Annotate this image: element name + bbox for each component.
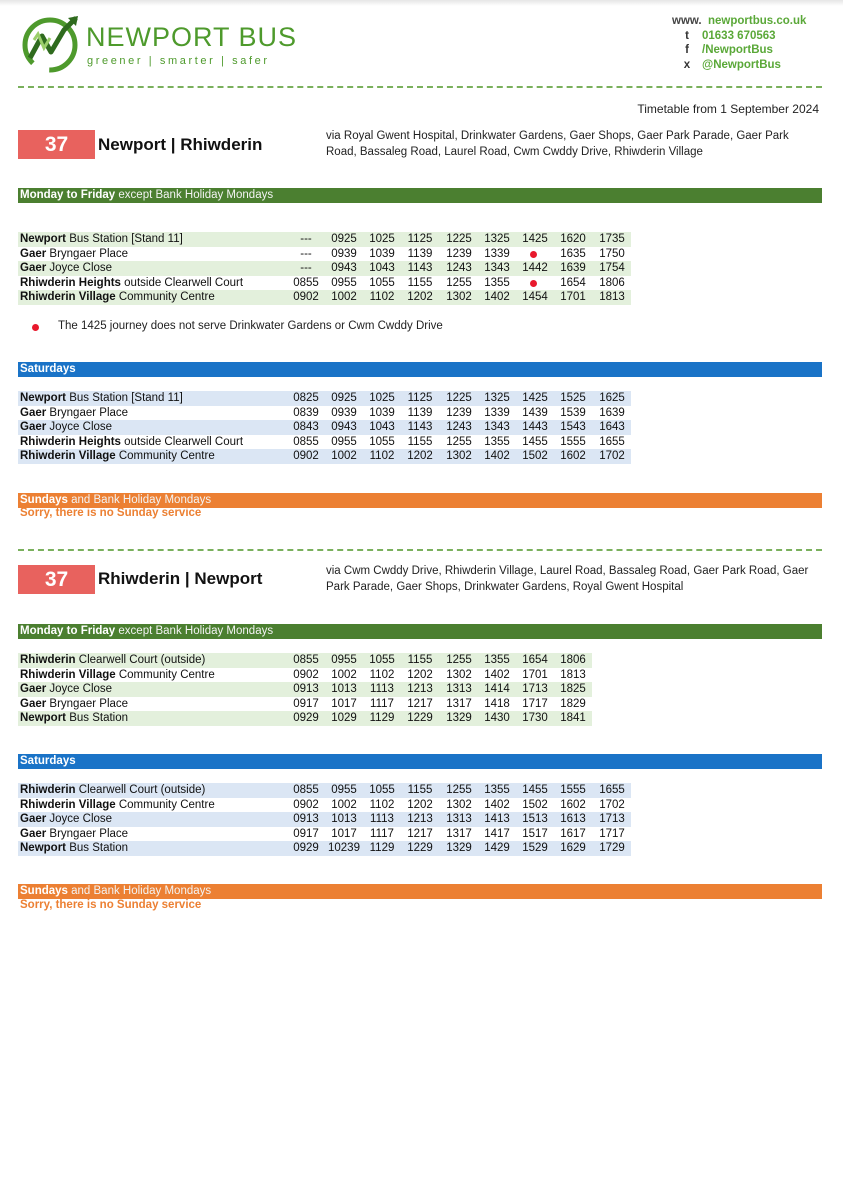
timetable-row <box>18 449 631 464</box>
departure-time: --- <box>300 262 312 274</box>
departure-time: 1625 <box>599 392 625 404</box>
departure-time: 1620 <box>560 233 586 245</box>
departure-time: 1639 <box>599 406 625 419</box>
timetable-row <box>18 827 631 842</box>
contact-website[interactable]: www. newportbus.co.uk <box>672 15 807 27</box>
timetable-row <box>18 653 592 668</box>
departure-time: 1513 <box>522 813 548 825</box>
departure-time: 1439 <box>522 406 548 419</box>
departure-time: 1025 <box>369 392 395 404</box>
timetable-weekday-inbound <box>18 653 592 726</box>
departure-time: 1039 <box>369 406 395 419</box>
departure-time: 1402 <box>484 291 510 303</box>
departure-time: 1502 <box>522 450 548 462</box>
departure-time: 0855 <box>293 276 319 289</box>
departure-time: 1339 <box>484 247 510 260</box>
departure-time: 1043 <box>369 421 395 433</box>
departure-time: 0913 <box>293 813 319 825</box>
departure-time: 0855 <box>293 654 319 666</box>
brand-name: NEWPORT BUS <box>86 22 298 52</box>
timetable-row <box>18 435 631 450</box>
departure-time: 1255 <box>446 435 472 448</box>
timetable-row <box>18 697 592 712</box>
departure-time: 1055 <box>369 276 395 289</box>
departure-time: 1429 <box>484 842 510 854</box>
departure-time: 1343 <box>484 421 510 433</box>
departure-time: 1425 <box>522 233 548 245</box>
contact-x[interactable]: x @NewportBus <box>672 58 822 73</box>
departure-time: 1525 <box>560 392 586 404</box>
no-sunday-service: Sorry, there is no Sunday service <box>20 507 202 519</box>
newport-bus-logo-icon <box>20 14 82 74</box>
timetable-row <box>18 406 631 421</box>
departure-time: 1517 <box>522 827 548 840</box>
departure-time: 1002 <box>331 450 357 462</box>
departure-time: 1202 <box>407 668 433 681</box>
departure-time: 1355 <box>484 784 510 796</box>
departure-time: 1701 <box>560 291 586 303</box>
effective-date: Timetable from 1 September 2024 <box>637 102 819 116</box>
departure-time: 0925 <box>331 233 357 245</box>
departure-time: 1543 <box>560 421 586 433</box>
section-divider <box>18 549 822 551</box>
departure-time: --- <box>300 247 312 260</box>
departure-time: 0939 <box>331 247 357 260</box>
departure-time: 1754 <box>599 262 625 274</box>
sunday-bar: Sundays and Bank Holiday Mondays <box>18 884 822 899</box>
stop-name: Gaer Joyce Close <box>20 683 113 695</box>
route-number-badge: 37 <box>18 130 95 159</box>
weekday-bar: Monday to Friday except Bank Holiday Mondays <box>18 624 822 639</box>
departure-time: 0929 <box>293 712 319 724</box>
departure-time: 0925 <box>331 392 357 404</box>
departure-time: 1139 <box>407 247 433 260</box>
departure-time: 1317 <box>446 827 472 840</box>
departure-time: 1329 <box>446 712 472 724</box>
departure-time: 1355 <box>484 276 510 289</box>
departure-time: 1635 <box>560 247 586 260</box>
note-red-dot-icon <box>32 324 39 331</box>
timetable-row <box>18 668 592 683</box>
page-top-shadow <box>0 0 843 6</box>
stop-name: Newport Bus Station [Stand 11] <box>20 392 183 404</box>
departure-time: 1113 <box>370 683 394 695</box>
departure-time: 1025 <box>369 233 395 245</box>
route-title: Newport | Rhiwderin <box>98 135 263 154</box>
departure-time: 0929 <box>293 842 319 854</box>
timetable-saturday-outbound <box>18 391 631 464</box>
departure-time: 1129 <box>369 712 395 724</box>
departure-time: 1202 <box>407 291 433 303</box>
contact-block <box>672 14 822 72</box>
departure-time: 1841 <box>560 712 586 724</box>
stop-name: Newport Bus Station <box>20 842 129 854</box>
departure-time: 1602 <box>560 798 586 811</box>
timetable-row <box>18 247 631 262</box>
contact-facebook[interactable]: f /NewportBus <box>672 43 822 58</box>
departure-time: 1455 <box>522 435 548 448</box>
stop-name: Gaer Joyce Close <box>20 813 113 825</box>
x-icon: x <box>683 58 691 71</box>
timetable-row <box>18 711 592 726</box>
departure-time: 1806 <box>560 654 586 666</box>
departure-time: 1339 <box>484 406 510 419</box>
route-title: Rhiwderin | Newport <box>98 569 263 588</box>
departure-time: 1125 <box>407 233 433 245</box>
timetable-saturday-inbound <box>18 783 631 856</box>
stop-name: Gaer Bryngaer Place <box>20 697 129 710</box>
departure-time: 1418 <box>484 697 510 710</box>
departure-time: 1102 <box>369 668 395 681</box>
departure-time: 1043 <box>369 262 395 274</box>
departure-time: 1102 <box>369 291 395 303</box>
departure-time: 1555 <box>560 435 586 448</box>
departure-time: 1343 <box>484 262 510 274</box>
departure-time: 1430 <box>484 712 510 724</box>
departure-time: 1117 <box>370 697 394 710</box>
departure-time: 1750 <box>599 247 625 260</box>
departure-time: 1639 <box>560 262 586 274</box>
departure-time: 0855 <box>293 784 319 796</box>
departure-time: 1730 <box>522 712 548 724</box>
departure-time: 1102 <box>369 450 395 462</box>
departure-time: 1229 <box>407 712 433 724</box>
departure-time: 1239 <box>446 247 472 260</box>
departure-time: 1325 <box>484 233 510 245</box>
departure-time: 1825 <box>560 683 586 695</box>
departure-time: 1302 <box>446 291 472 303</box>
departure-time: 0902 <box>293 291 319 303</box>
departure-time: 1239 <box>446 406 472 419</box>
timetable-row <box>18 261 631 276</box>
stop-name: Rhiwderin Village Community Centre <box>20 291 215 303</box>
departure-time: 1602 <box>560 450 586 462</box>
departure-time: 1055 <box>369 784 395 796</box>
departure-time: 1255 <box>446 276 472 289</box>
departure-time: 1313 <box>446 813 472 825</box>
departure-time: 10239 <box>328 842 360 854</box>
departure-time: 1002 <box>331 798 357 811</box>
departure-time: 1213 <box>407 813 433 825</box>
departure-time: 1317 <box>446 697 472 710</box>
departure-time: 1143 <box>407 421 433 433</box>
timetable-row <box>18 812 631 827</box>
stop-name: Gaer Bryngaer Place <box>20 247 129 260</box>
stop-name: Newport Bus Station [Stand 11] <box>20 233 183 245</box>
timetable-row <box>18 783 631 798</box>
sunday-bar: Sundays and Bank Holiday Mondays <box>18 493 822 508</box>
timetable-row <box>18 798 631 813</box>
departure-time: 0943 <box>331 421 357 433</box>
timetable-row <box>18 841 631 856</box>
departure-time: 1155 <box>407 784 433 796</box>
departure-time: 1255 <box>446 784 472 796</box>
departure-time: 0855 <box>293 435 319 448</box>
timetable-row <box>18 420 631 435</box>
web-icon: www. <box>672 15 702 27</box>
route-via: via Cwm Cwddy Drive, Rhiwderin Village, Laurel Road, Bassaleg Road, Gaer Park Road, Gaer Park Parade, Gaer Shops, Drinkwater Gardens, Royal Gwent Hospital <box>326 565 809 593</box>
phone-icon: t <box>685 29 689 42</box>
departure-time: 1617 <box>560 827 586 840</box>
departure-time: 1029 <box>331 712 357 724</box>
departure-time: 1355 <box>484 435 510 448</box>
departure-time: 1302 <box>446 798 472 811</box>
departure-time: 1039 <box>369 247 395 260</box>
departure-time: 1629 <box>560 842 586 854</box>
departure-time: 1502 <box>522 798 548 811</box>
departure-time: 1454 <box>522 291 548 303</box>
departure-time: 1002 <box>331 668 357 681</box>
departure-time: 1717 <box>599 827 625 840</box>
stop-name: Rhiwderin Clearwell Court (outside) <box>20 654 206 666</box>
departure-time: 1655 <box>599 435 625 448</box>
departure-time: 0902 <box>293 450 319 462</box>
departure-time: 1002 <box>331 291 357 303</box>
departure-time: 1643 <box>599 421 625 433</box>
departure-time: 1243 <box>446 421 472 433</box>
departure-time: 1229 <box>407 842 433 854</box>
saturday-bar: Saturdays <box>18 754 822 769</box>
departure-time: 1402 <box>484 450 510 462</box>
departure-time: 1013 <box>331 813 357 825</box>
stop-name: Gaer Bryngaer Place <box>20 827 129 840</box>
departure-time: 1055 <box>369 435 395 448</box>
stop-name: Rhiwderin Heights outside Clearwell Court <box>20 276 244 289</box>
departure-time: 1455 <box>522 784 548 796</box>
departure-time: 1125 <box>407 392 433 404</box>
departure-time: 1702 <box>599 450 625 462</box>
departure-time: 1443 <box>522 421 548 433</box>
timetable-row <box>18 232 631 247</box>
departure-time: 1806 <box>599 276 625 289</box>
departure-time: 1529 <box>522 842 548 854</box>
stop-name: Gaer Bryngaer Place <box>20 406 129 419</box>
departure-time: 1414 <box>484 683 510 695</box>
departure-time: 0913 <box>293 683 319 695</box>
departure-time: 1129 <box>369 842 395 854</box>
departure-time: 1555 <box>560 784 586 796</box>
departure-time: 1055 <box>369 654 395 666</box>
departure-time: 1613 <box>560 813 586 825</box>
departure-time: 0943 <box>331 262 357 274</box>
weekday-bar: Monday to Friday except Bank Holiday Mondays <box>18 188 822 203</box>
departure-time: 0843 <box>293 421 319 433</box>
departure-time: 1729 <box>599 842 625 854</box>
departure-time: 0939 <box>331 406 357 419</box>
departure-time: 1813 <box>560 668 586 681</box>
facebook-icon: f <box>685 44 689 56</box>
stop-name: Rhiwderin Village Community Centre <box>20 798 215 811</box>
departure-time: 1325 <box>484 392 510 404</box>
departure-time: 1654 <box>560 276 586 289</box>
departure-time: 0955 <box>331 654 357 666</box>
departure-time: 1355 <box>484 654 510 666</box>
departure-time: 1402 <box>484 798 510 811</box>
departure-time: 0955 <box>331 784 357 796</box>
departure-time: 1713 <box>522 683 548 695</box>
departure-time: 1702 <box>599 798 625 811</box>
departure-time: 1155 <box>407 276 433 289</box>
route-via: via Royal Gwent Hospital, Drinkwater Gardens, Gaer Shops, Gaer Park Parade, Gaer Park Road, Bassaleg Road, Laurel Road, Cwm Cwddy Drive, Rhiwderin Village <box>326 130 789 158</box>
departure-time: 1013 <box>331 683 357 695</box>
departure-time: 1655 <box>599 784 625 796</box>
timetable-row <box>18 290 631 305</box>
departure-time: 1829 <box>560 697 586 710</box>
departure-time: 1155 <box>407 654 433 666</box>
departure-time: 1255 <box>446 654 472 666</box>
stop-name: Gaer Joyce Close <box>20 421 113 433</box>
departure-time: 1213 <box>407 683 433 695</box>
departure-time: 1117 <box>370 827 394 840</box>
departure-time: 1202 <box>407 798 433 811</box>
departure-time: 0839 <box>293 406 319 419</box>
departure-time: 1413 <box>484 813 510 825</box>
departure-time: 1143 <box>407 262 433 274</box>
departure-time: 0902 <box>293 798 319 811</box>
departure-time: 1302 <box>446 450 472 462</box>
stop-name: Gaer Joyce Close <box>20 262 113 274</box>
departure-time: 0917 <box>293 827 319 840</box>
departure-time: 1217 <box>407 827 433 840</box>
departure-time: 1102 <box>369 798 395 811</box>
departure-time: 0917 <box>293 697 319 710</box>
departure-time: --- <box>300 233 312 245</box>
departure-time: 1813 <box>599 291 625 303</box>
departure-time: 1425 <box>522 392 548 404</box>
timetable-row <box>18 682 592 697</box>
no-sunday-service: Sorry, there is no Sunday service <box>20 899 202 911</box>
departure-time: 1225 <box>446 392 472 404</box>
departure-time: 1243 <box>446 262 472 274</box>
stop-name: Rhiwderin Village Community Centre <box>20 668 215 681</box>
departure-time: 1329 <box>446 842 472 854</box>
departure-time: 1202 <box>407 450 433 462</box>
departure-time: 1313 <box>446 683 472 695</box>
timetable-row <box>18 276 631 291</box>
header-divider <box>18 86 822 88</box>
stop-name: Rhiwderin Heights outside Clearwell Court <box>20 435 244 448</box>
departure-time: 1417 <box>484 827 510 840</box>
departure-time: 1713 <box>599 813 625 825</box>
departure-time: 1017 <box>331 827 357 840</box>
departure-time: 1217 <box>407 697 433 710</box>
stop-name: Rhiwderin Village Community Centre <box>20 450 215 462</box>
brand-tagline: greener | smarter | safer <box>87 55 270 67</box>
departure-time: 1701 <box>522 668 548 681</box>
stop-name: Newport Bus Station <box>20 712 129 724</box>
route-number-badge: 37 <box>18 565 95 594</box>
departure-time: 1654 <box>522 654 548 666</box>
departure-time: 1113 <box>370 813 394 825</box>
departure-time: 0825 <box>293 392 319 404</box>
saturday-bar: Saturdays <box>18 362 822 377</box>
departure-time: 1402 <box>484 668 510 681</box>
departure-time: 1017 <box>331 697 357 710</box>
departure-time: 1735 <box>599 233 625 245</box>
departure-time: 1302 <box>446 668 472 681</box>
departure-time: 1539 <box>560 406 586 419</box>
departure-time: 1225 <box>446 233 472 245</box>
timetable-row <box>18 391 631 406</box>
departure-time: 0902 <box>293 668 319 681</box>
timetable-weekday-outbound <box>18 232 631 305</box>
departure-time: 1139 <box>407 406 433 419</box>
departure-time: 0955 <box>331 276 357 289</box>
contact-phone[interactable]: t 01633 670563 <box>672 29 822 44</box>
departure-time: 0955 <box>331 435 357 448</box>
departure-time: 1442 <box>522 262 548 274</box>
departure-time: 1717 <box>522 697 548 710</box>
departure-time: 1155 <box>407 435 433 448</box>
stop-name: Rhiwderin Clearwell Court (outside) <box>20 784 206 796</box>
